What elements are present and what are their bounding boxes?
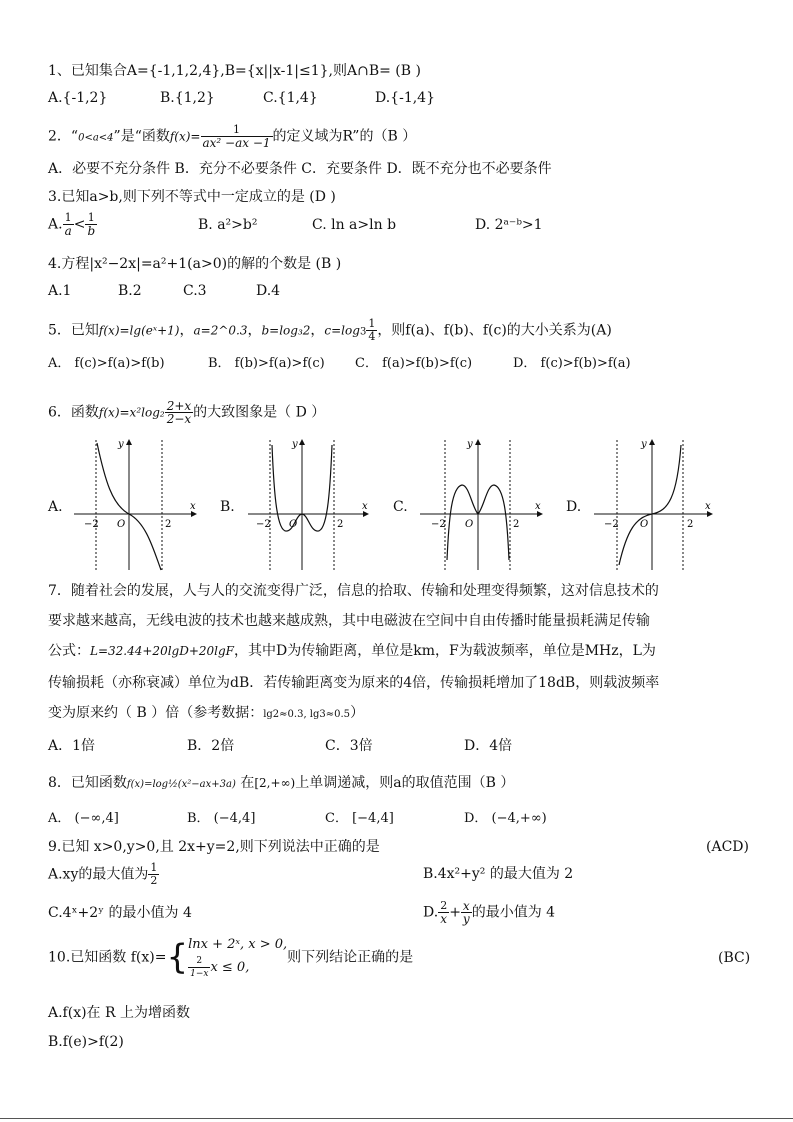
graph-c-tick-right: 2	[513, 519, 520, 530]
graph-c-x-label: x	[535, 501, 541, 512]
q10-piece-2	[188, 955, 287, 980]
q9-option-c: C.4ˣ+2ʸ 的最小值为 4	[48, 905, 192, 921]
q6-graphs	[0, 435, 793, 575]
q10-piece-2-frac-num: 2	[188, 955, 210, 968]
q6-label-c: C.	[393, 499, 408, 515]
q9-option-a-frac-num: 1	[150, 861, 158, 874]
q8-stem	[48, 774, 514, 794]
q5-option-a: A． f(c)>f(a)>f(b)	[48, 356, 165, 371]
q6-suffix: 的大致图象是（ D ）	[193, 404, 326, 421]
q10-answer: (BC)	[718, 950, 751, 966]
q5-b-def: b=log₃2	[261, 323, 311, 338]
q4-option-c: C.3	[183, 283, 207, 299]
q6-label-b: B.	[220, 499, 235, 515]
q3-option-c: C. ln a>ln b	[312, 217, 397, 233]
graph-a-x-label: x	[190, 501, 196, 512]
q7-line-1: 7．随着社会的发展，人与人的交流变得广泛，信息的拾取、传输和处理变得频繁，这对信息技术的	[48, 583, 659, 599]
graph-d-y-label: y	[641, 439, 647, 450]
graph-c-tick-left: −2	[431, 519, 446, 530]
q2-mid: ”是“函数	[113, 128, 170, 145]
q7-option-b: B．2倍	[187, 738, 235, 754]
q6-frac-num: 2+x	[166, 399, 192, 413]
q5-prefix: 5．已知	[48, 322, 99, 339]
q2-prefix: 2．“	[48, 128, 79, 145]
graph-d	[594, 439, 712, 570]
q10-option-a: A.f(x)在 R 上为增函数	[48, 1005, 191, 1021]
q3-lt: <	[73, 216, 86, 233]
q7-line-5-pre: 变为原来约（ B ）倍（参考数据：	[48, 705, 264, 721]
q8-function: f(x)=log½(x²−ax+3a)	[126, 779, 236, 790]
q7-line-3	[48, 642, 656, 660]
q10-piece-2-frac	[188, 955, 210, 980]
q3-option-a-label: A.	[48, 216, 63, 233]
graph-b	[248, 439, 368, 570]
q3-frac-1-num: 1	[63, 212, 74, 225]
q5-option-c: C． f(a)>f(b)>f(c)	[355, 356, 473, 371]
graph-c-y-label: y	[467, 439, 473, 450]
q9-option-b: B.4x²+y² 的最大值为 2	[423, 866, 574, 882]
q2-condition: 0<a<4	[78, 132, 114, 144]
q5-suffix: ，则f(a)、f(b)、f(c)的大小关系为(A)	[377, 322, 612, 339]
q10-stem-post: 则下列结论正确的是	[287, 949, 414, 966]
q6-label-a: A.	[48, 499, 63, 515]
q2-stem	[48, 124, 416, 149]
q3-option-b: B. a²>b²	[198, 217, 258, 233]
q2-fraction-numerator: 1	[201, 124, 273, 137]
graph-b-tick-left: −2	[256, 519, 271, 530]
q2-fraction	[201, 124, 273, 149]
q6-frac-den: 2−x	[166, 412, 192, 426]
graph-d-origin: O	[640, 519, 649, 530]
q7-line-4: 传输损耗（亦称衰减）单位为dB．若传输距离变为原来的4倍，传输损耗增加了18dB，则载波频率	[48, 675, 660, 691]
q8-option-d: D． (−4,+∞)	[464, 811, 547, 826]
q9-option-d-text: 的最小值为 4	[471, 904, 556, 921]
q7-line-3-pre: 公式：	[48, 643, 90, 659]
q2-suffix: 的定义域为R”的（B ）	[272, 128, 417, 145]
q3-frac-1	[63, 212, 74, 237]
q10-piece-2-cond: x ≤ 0,	[210, 960, 250, 975]
q10-piece-2-frac-den: 1−x	[190, 969, 209, 979]
graph-b-y-label: y	[292, 439, 298, 450]
q9-option-d	[423, 900, 555, 925]
graph-d-curve	[619, 445, 681, 565]
q3-frac-1-den: a	[64, 224, 72, 238]
q3-stem: 3.已知a>b,则下列不等式中一定成立的是 (D )	[48, 189, 336, 205]
q1-stem: 1、已知集合A={-1,1,2,4},B={x||x-1|≤1},则A∩B= (B )	[48, 63, 421, 79]
q8-mid: 在	[240, 775, 255, 791]
q9-option-d-frac-2-num: x	[462, 899, 470, 913]
q1-option-d: D.{-1,4}	[375, 90, 435, 106]
q9-answer: (ACD)	[706, 839, 749, 855]
q7-reference-data: lg2≈0.3, lg3≈0.5	[263, 709, 351, 720]
q10-stem-pre: 10.已知函数 f(x)=	[48, 949, 167, 966]
q3-option-d: D. 2ᵃ⁻ᵇ>1	[475, 217, 543, 233]
q7-line-5-post: ）	[350, 705, 365, 721]
q4-option-d: D.4	[256, 283, 281, 299]
q10-piece-1: lnx + 2ˣ, x > 0,	[188, 937, 288, 952]
graph-b-tick-right: 2	[337, 519, 344, 530]
q3-frac-2-den: b	[87, 224, 96, 238]
q6-frac	[165, 400, 193, 425]
q9-option-a-text: A.xy的最大值为	[48, 866, 149, 883]
q9-option-a-frac-den: 2	[150, 874, 158, 887]
q1-option-c: C.{1,4}	[263, 90, 318, 106]
graph-b-origin: O	[289, 519, 298, 530]
graph-d-x-label: x	[705, 501, 711, 512]
graph-b-x-label: x	[362, 501, 368, 512]
q8-interval: [2,+∞)	[254, 776, 296, 790]
q9-stem: 9.已知 x>0,y>0,且 2x+y=2,则下列说法中正确的是	[48, 839, 380, 855]
q2-function: f(x)=	[169, 129, 201, 144]
q9-option-d-frac-2-den: y	[462, 912, 470, 926]
q9-option-d-frac-1-den: x	[440, 912, 448, 926]
q9-option-d-label: D.	[423, 904, 439, 921]
q3-frac-2-num: 1	[85, 212, 97, 225]
graph-a	[74, 439, 196, 570]
q6-prefix: 6．函数	[48, 404, 99, 421]
q7-option-c: C．3倍	[325, 738, 373, 754]
q10-stem	[48, 935, 413, 980]
q6-function: f(x)=x²log₂	[98, 405, 165, 420]
q9-option-d-frac-1	[438, 900, 449, 925]
q7-line-2: 要求越来越高，无线电波的技术也越来越成熟，其中电磁波在空间中自由传播时能量损耗满足传输	[48, 613, 650, 629]
graph-a-tick-left: −2	[84, 519, 99, 530]
q1-option-b: B.{1,2}	[160, 90, 215, 106]
q7-line-5	[48, 704, 364, 724]
page-bottom-border	[0, 1118, 793, 1119]
q8-option-b: B． (−4,4]	[187, 811, 256, 826]
q5-a-def: a=2^0.3	[193, 323, 248, 338]
q6-label-d: D.	[566, 499, 582, 515]
q4-stem: 4.方程|x²−2x|=a²+1(a>0)的解的个数是 (B )	[48, 256, 342, 272]
q9-option-d-frac-2	[461, 900, 472, 925]
q10-brace: {	[166, 937, 189, 978]
graph-a-y-label: y	[118, 439, 124, 450]
q8-prefix: 8．已知函数	[48, 775, 127, 791]
q9-option-a	[48, 862, 159, 887]
q7-formula: L=32.44+20lgD+20lgF	[90, 644, 235, 658]
q7-line-3-post: ，其中D为传输距离，单位是km，F为载波频率，单位是MHz，L为	[234, 643, 656, 659]
graph-a-origin: O	[117, 519, 126, 530]
graph-c	[420, 439, 542, 570]
q2-fraction-denominator: ax² −ax −1	[202, 136, 271, 150]
q9-option-d-frac-1-num: 2	[440, 899, 448, 912]
q8-suffix: 上单调递减，则a的取值范围（B ）	[295, 775, 515, 791]
q4-option-a: A.1	[48, 283, 72, 299]
q5-c-frac-num: 1	[368, 317, 376, 330]
q5-stem: 5．已知f(x)=lg(eˣ+1)，a=2^0.3，b=log₃2，c=log3 $\frac{1}{4}$ ，则f(a)、f(b)、f(c)的大小关系为(A)	[48, 317, 612, 343]
q7-option-a: A．1倍	[48, 738, 96, 754]
q5-c-def: c=log	[324, 323, 360, 338]
q10-pieces	[188, 935, 287, 980]
q5-c-frac-den: 4	[368, 330, 376, 343]
q7-option-d: D．4倍	[464, 738, 513, 754]
q5-c-base: 3	[359, 326, 367, 338]
q5-c-frac	[366, 318, 377, 343]
q3-option-a	[48, 212, 97, 237]
q3-frac-2	[85, 212, 97, 237]
q8-option-c: C． [−4,4]	[325, 811, 394, 826]
q9-option-a-frac	[148, 862, 159, 887]
graph-a-tick-right: 2	[165, 519, 172, 530]
q1-option-a: A.{-1,2}	[48, 90, 108, 106]
q10-option-b: B.f(e)>f(2)	[48, 1034, 124, 1050]
q5-option-b: B． f(b)>f(a)>f(c)	[208, 356, 325, 371]
q5-function: f(x)=lg(eˣ+1)	[98, 323, 180, 338]
q5-option-d: D． f(c)>f(b)>f(a)	[513, 356, 631, 371]
q8-option-a: A． (−∞,4]	[48, 811, 119, 826]
q9-option-d-plus: +	[449, 904, 461, 921]
q4-option-b: B.2	[118, 283, 142, 299]
graph-c-origin: O	[465, 519, 474, 530]
q6-stem	[48, 400, 325, 425]
q2-options: A．必要不充分条件 B．充分不必要条件 C．充要条件 D．既不充分也不必要条件	[48, 161, 552, 177]
graph-d-tick-right: 2	[687, 519, 694, 530]
graph-d-tick-left: −2	[604, 519, 619, 530]
